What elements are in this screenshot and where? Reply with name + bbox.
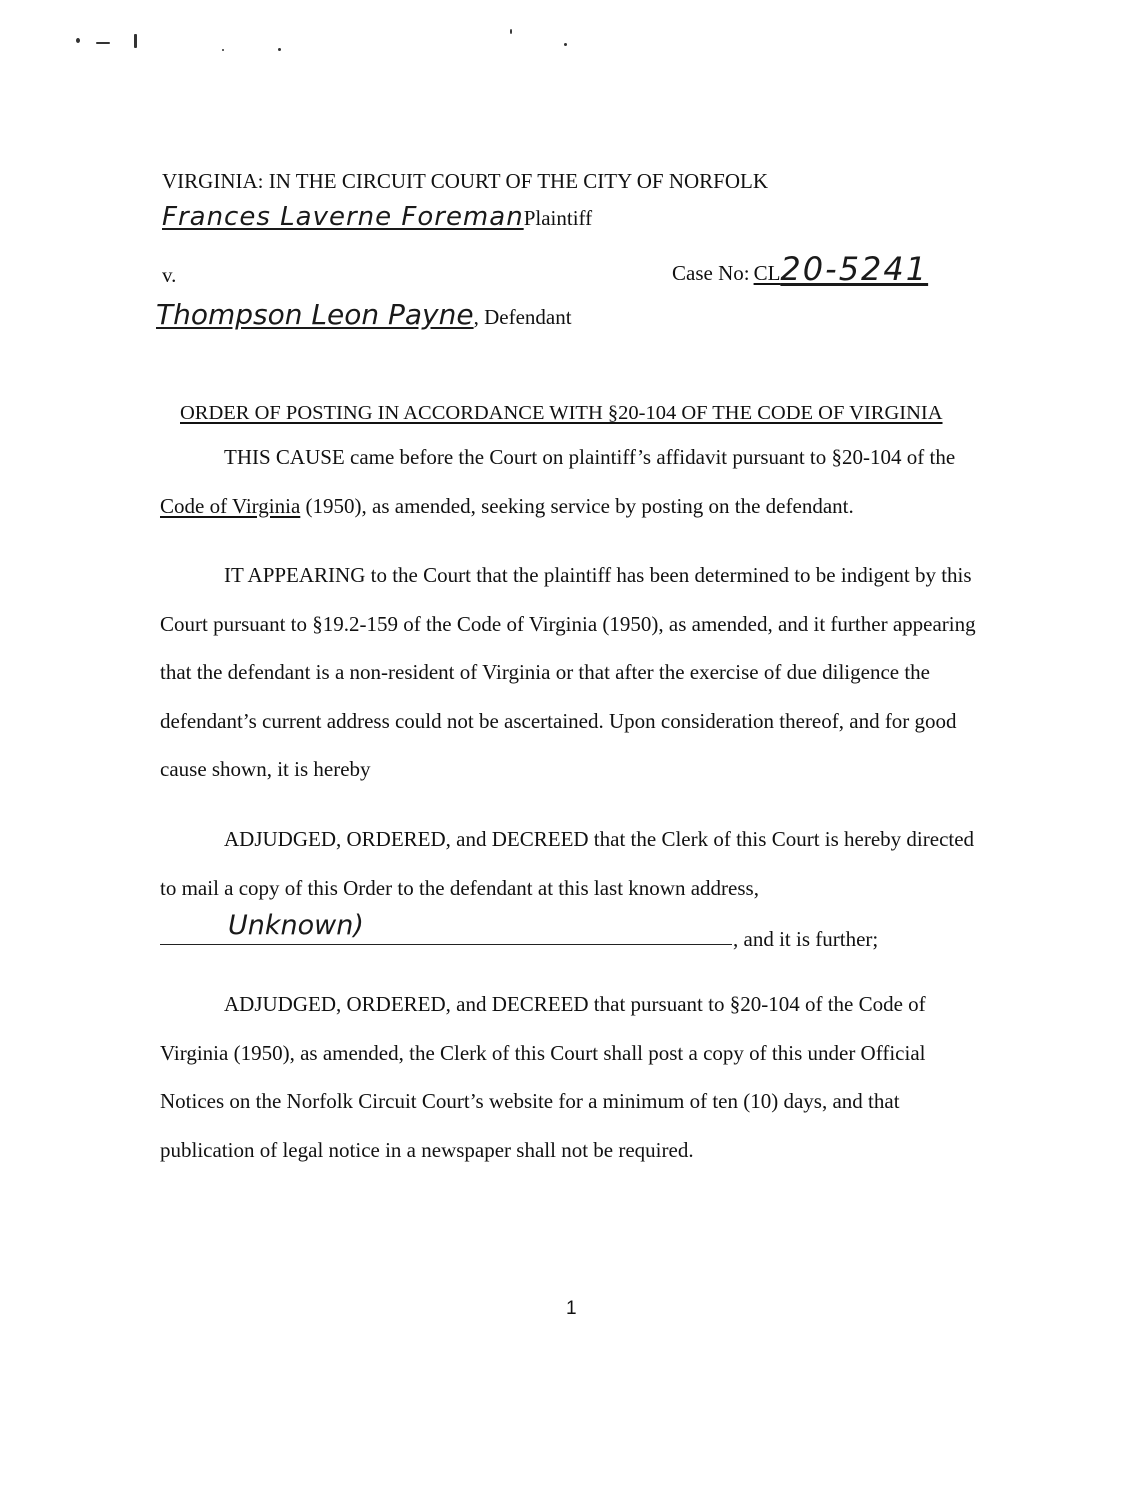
paragraph-4-text: ADJUDGED, ORDERED, and DECREED that pursuant to §20-104 of the Code of Virginia (1950), as amended, the Clerk of this Court shall post a copy of this under Official Notices on the Norfolk Circuit Court’s website for a minimum of ten (10) days, and that publication of legal notice in a newspaper shall not be required. — [160, 992, 926, 1162]
case-number-prefix: CL — [753, 261, 781, 285]
paragraph-1-lead: THIS CAUSE came before the Court on plaintiff’s affidavit pursuant to §20-104 of the — [224, 445, 956, 469]
paragraph-this-cause — [160, 433, 990, 530]
paragraph-2-text: IT APPEARING to the Court that the plaintiff has been determined to be indigent by this Court pursuant to §19.2-159 of the Code of Virginia (1950), as amended, and it further appearing that the defendant is a non-resident of Virginia or that after the exercise of due diligence the defendant’s current address could not be ascertained. Upon consideration thereof, and for good cause shown, it is hereby — [160, 563, 976, 781]
scan-speck — [278, 48, 281, 51]
paragraph-mail-copy — [160, 815, 990, 912]
code-of-virginia-ref: Code of Virginia — [160, 493, 301, 518]
plaintiff-name-handwritten: Frances Laverne Foreman — [162, 202, 524, 232]
paragraph-it-appearing — [160, 551, 990, 794]
case-number-handwritten: 20-5241 — [780, 250, 929, 288]
paragraph-3-text: ADJUDGED, ORDERED, and DECREED that the Clerk of this Court is hereby directed to mail a copy of this Order to the defendant at this last known address, — [160, 827, 975, 900]
scan-speck — [96, 42, 110, 44]
defendant-label: , Defendant — [473, 305, 572, 329]
page-number: 1 — [566, 1298, 577, 1319]
scan-speck — [222, 49, 224, 51]
scan-speck — [564, 43, 567, 46]
order-title: ORDER OF POSTING IN ACCORDANCE WITH §20-104 OF THE CODE OF VIRGINIA — [180, 402, 943, 424]
versus-label: v. — [162, 263, 177, 287]
scan-speck — [76, 38, 80, 43]
address-handwritten: Unknown) — [228, 910, 364, 941]
address-line-suffix: , and it is further; — [733, 927, 879, 951]
court-caption: VIRGINIA: IN THE CIRCUIT COURT OF THE CITY OF NORFOLK — [162, 169, 769, 193]
plaintiff-label: Plaintiff — [523, 206, 593, 230]
paragraph-1-rest: (1950), as amended, seeking service by posting on the defendant. — [300, 493, 854, 518]
plaintiff-line — [162, 202, 592, 232]
scan-speck — [134, 34, 137, 48]
defendant-line — [156, 298, 572, 331]
defendant-name-handwritten: Thompson Leon Payne — [156, 298, 474, 331]
paragraph-post-notice — [160, 980, 990, 1174]
address-blank-line — [160, 944, 732, 945]
case-number-line — [672, 250, 928, 288]
case-number-label: Case No: — [672, 261, 750, 285]
scan-speck — [510, 29, 512, 34]
